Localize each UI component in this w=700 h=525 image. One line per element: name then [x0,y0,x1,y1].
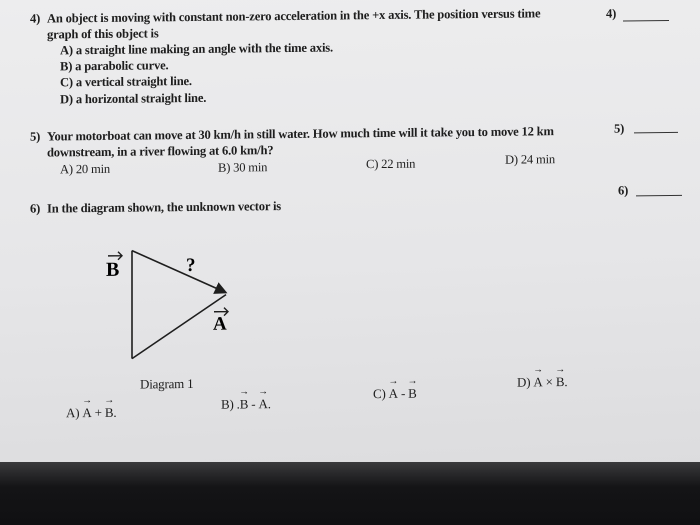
answer-4-label: 4) [606,6,617,21]
answer-6-blank[interactable] [636,195,682,196]
diagram-caption: Diagram 1 [140,375,194,392]
question-5-option-b: B) 30 min [218,160,268,175]
question-4-option-d: D) a horizontal straight line. [60,90,207,107]
vector-b-symbol: → B [240,396,248,412]
unknown-vector-label: ? [186,254,196,277]
vector-b-symbol: → B [556,374,564,390]
question-5-text-line1: Your motorboat can move at 30 km/h in still water. How much time will it take you to move 12 km [47,124,554,144]
vector-a-symbol: → A [533,374,542,390]
vector-b-symbol: → B [408,386,416,402]
answer-5-label: 5) [614,121,625,136]
answer-6-label: 6) [618,183,629,198]
vector-b-label: B [106,258,120,281]
question-6-option-d: D) → A × → B. [517,374,567,391]
question-6-option-a: A) → A + → B. [66,405,116,422]
question-4-option-b: B) a parabolic curve. [60,58,169,74]
question-4-option-c: C) a vertical straight line. [60,73,192,90]
question-5-text-line2: downstream, in a river flowing at 6.0 km/h? [47,143,274,160]
question-5-option-c: C) 22 min [366,156,416,172]
vector-a-line [132,295,226,359]
desk-shadow [0,462,700,525]
question-6-number: 6) [30,201,41,216]
question-4-number: 4) [30,11,41,26]
vector-b-symbol: → B [105,405,113,421]
question-5-number: 5) [30,129,41,144]
question-6-option-c: C) → A - → B [373,386,417,402]
answer-4-blank[interactable] [623,20,669,21]
question-6-option-b: B) .→ B - → A. [221,396,271,413]
vector-diagram [100,242,250,384]
vector-a-symbol: → A [82,405,91,421]
vector-a-symbol: → A [258,396,267,412]
question-6-text: In the diagram shown, the unknown vector is [47,199,281,216]
question-4-text-line1: An object is moving with constant non-zero acceleration in the +x axis. The position versus time [47,6,541,26]
question-4-option-a: A) a straight line making an angle with the time axis. [60,40,333,58]
question-4-text-line2: graph of this object is [47,26,159,42]
answer-5-blank[interactable] [634,132,678,133]
vector-a-label: A [213,313,227,335]
question-5-option-d: D) 24 min [505,152,555,167]
question-5-option-a: A) 20 min [60,161,110,177]
unknown-vector-line [132,250,226,294]
vector-a-symbol: → A [389,386,398,402]
